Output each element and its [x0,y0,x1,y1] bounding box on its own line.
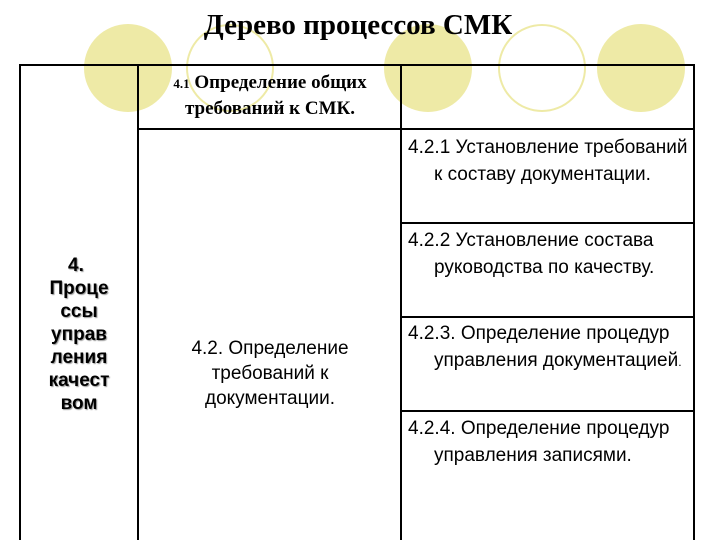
section-42-label: 4.2. Определение требований к документации. [191,338,349,409]
subsection-423-suffix: . [678,355,682,369]
root-process-number: 4. [68,255,84,276]
page-title: Дерево процессов СМК [203,9,513,41]
column-divider-2 [400,64,402,540]
root-process-cell [20,254,138,415]
row-divider-422 [400,316,695,318]
table-border-top [19,64,695,66]
row-divider-423 [400,410,695,412]
subsection-422-cell [408,227,690,281]
subsection-422-label: 4.2.2 Установление состава руководства по качеству. [408,230,655,278]
subsection-421-cell [408,134,690,188]
subsection-421-label: 4.2.1 Установление требований к составу документации. [408,137,688,185]
subsection-424-label: 4.2.4. Определение процедур управления записями. [408,418,670,466]
section-41-number: 4.1 [173,76,190,91]
section-41-cell [142,70,398,121]
subsection-423-label: 4.2.3. Определение процедур управления документацией [408,323,679,371]
section-41-label: Определение общих требований к СМК. [184,72,367,119]
subsection-423-cell [408,320,690,376]
row-divider-421 [400,222,695,224]
section-42-cell [142,336,398,411]
subsection-424-cell [408,415,690,469]
table-border-right [693,64,695,540]
root-process-label: Проце ссы управ ления качест вом [48,278,110,414]
row-divider-41 [137,128,695,130]
